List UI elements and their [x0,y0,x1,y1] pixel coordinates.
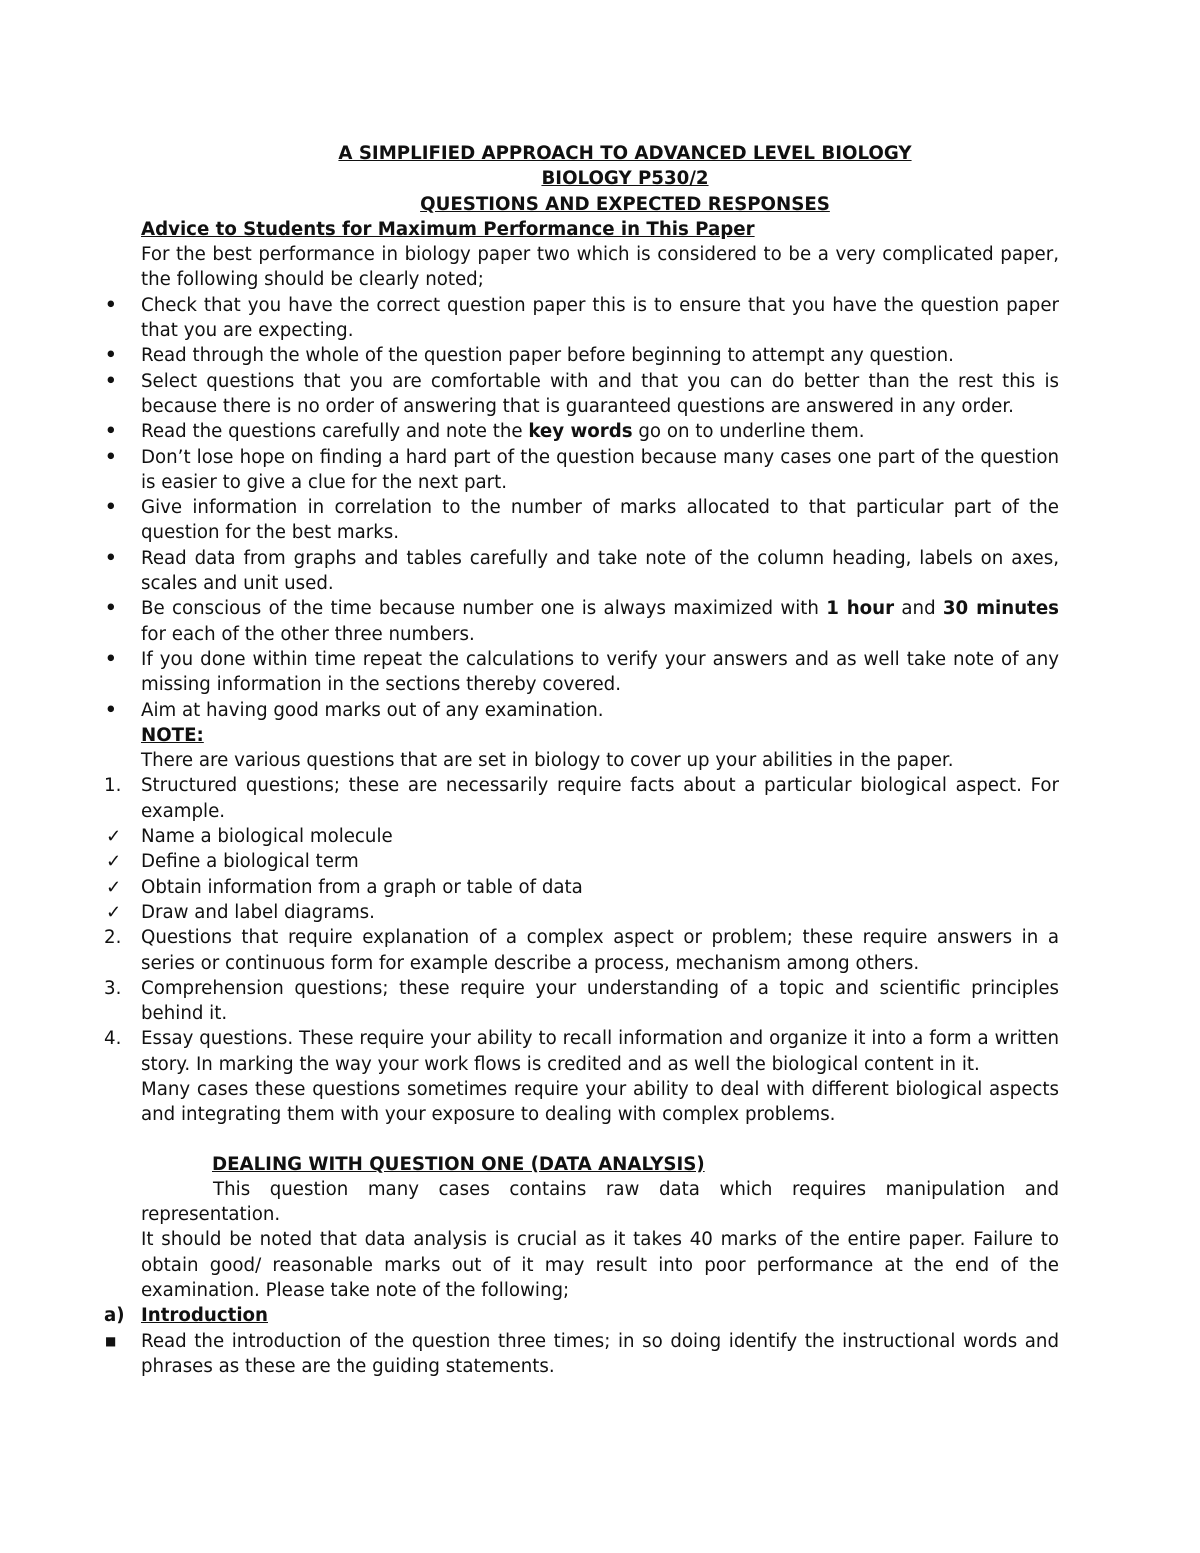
key-words-emphasis: key words [528,421,633,443]
bullet-icon: • [105,497,117,519]
advice-bullet-item [105,293,1059,344]
document-title: A SIMPLIFIED APPROACH TO ADVANCED LEVEL BIOLOGY [338,143,912,164]
numbered-text: Structured questions; these are necessarily require facts about a particular biological aspect. For example. [141,775,1059,822]
bullet-text: If you done within time repeat the calculations to verify your answers and as well take note of any missing information in the sections thereby covered. [141,648,1059,696]
check-text: Name a biological molecule [141,826,393,848]
bullet-text: Read the introduction of the question three times; in so doing identify the instructional words and phrases as these are the guiding statements. [141,1330,1059,1377]
check-text: Obtain information from a graph or table of data [141,876,583,898]
check-item [106,824,1059,849]
numbered-text: Essay questions. These require your ability to recall information and organize it into a form a written story. In marking the way your work flows is credited and as well the biological content in it. [141,1028,1059,1075]
subsection-title: Introduction [141,1305,268,1327]
document-body [104,141,1059,1379]
advice-bullet-item [105,445,1059,496]
item-number: 2. [104,927,122,949]
bullet-text: Give information in correlation to the number of marks allocated to that particular part of the question for the best marks. [141,497,1059,544]
advice-bullet-item [105,698,1059,723]
item-number: 1. [104,775,122,797]
square-bullet-icon: ■ [105,1333,117,1348]
section-paragraph: This question many cases contains raw data which requires manipulation and representation. [141,1178,1059,1226]
advice-bullet-item [105,343,1059,368]
intro-bullet-item [105,1329,1059,1380]
section-paragraph: It should be noted that data analysis is crucial as it takes 40 marks of the entire paper. Failure to obtain good/ reasonable marks out of it may result into poor performance at the end of the examination. Please take note of the following; [141,1229,1059,1302]
section-spacer [141,1128,1059,1152]
numbered-text: Questions that require explanation of a complex aspect or problem; these require answers in a series or continuous form for example describe a process, mechanism among others. [141,927,1059,974]
bullet-icon: • [105,421,117,443]
advice-bullet-item [105,647,1059,698]
essay-followup: Many cases these questions sometimes require your ability to deal with different biological aspects and integrating them with your exposure to dealing with complex problems. [141,1078,1059,1126]
bullet-text: and [894,598,943,620]
bullet-text: Aim at having good marks out of any examination. [141,699,604,721]
time-emphasis: 30 minutes [942,598,1059,620]
advice-intro: For the best performance in biology paper two which is considered to be a very complicated paper, the following should be clearly noted; [141,244,1059,291]
checkmark-icon: ✓ [106,826,122,848]
bullet-text: Check that you have the correct question paper this is to ensure that you have the question paper that you are expecting. [141,294,1059,342]
time-emphasis: 1 hour [826,598,895,620]
item-number: 3. [104,977,122,999]
advice-bullet-item [105,369,1059,420]
note-heading: NOTE: [141,724,204,746]
checkmark-icon: ✓ [106,901,122,923]
bullet-icon: • [105,294,117,316]
bullet-icon: • [105,598,117,620]
bullet-icon: • [105,446,117,468]
paper-code-title: BIOLOGY P530/2 [541,168,709,190]
advice-bullet-item [105,596,1059,647]
subsection-marker: a) [104,1305,125,1327]
subsection-heading [104,1303,1059,1328]
bullet-text: Read data from graphs and tables carefully and take note of the column heading, labels on axes, scales and unit used. [141,547,1059,595]
document-subtitle: QUESTIONS AND EXPECTED RESPONSES [420,193,830,215]
section-heading [141,1152,1059,1177]
advice-bullet-item [105,546,1059,597]
note-intro: There are various questions that are set in biology to cover up your abilities in the paper. [141,750,954,772]
bullet-text: Don’t lose hope on finding a hard part of the question because many cases one part of the question is easier to give a clue for the next part. [141,446,1059,493]
item-number: 4. [104,1028,122,1050]
bullet-icon: • [105,648,117,670]
bullet-text: Select questions that you are comfortable with and that you can do better than the rest this is because there is no order of answering that is guaranteed questions are answered in any order. [141,370,1059,417]
check-item [106,875,1059,900]
check-item [106,900,1059,925]
bullet-text: Read through the whole of the question paper before beginning to attempt any question. [141,345,954,367]
bullet-icon: • [105,370,117,392]
numbered-item [104,925,1059,976]
checkmark-icon: ✓ [106,851,122,873]
numbered-text: Comprehension questions; these require your understanding of a topic and scientific principles behind it. [141,977,1059,1025]
bullet-text: Be conscious of the time because number one is always maximized with [141,598,827,620]
check-text: Define a biological term [141,851,359,873]
advice-heading: Advice to Students for Maximum Performance in This Paper [141,218,755,240]
bullet-icon: • [105,547,117,569]
checkmark-icon: ✓ [106,876,122,898]
bullet-text: go on to underline them. [632,421,865,443]
bullet-text: for each of the other three numbers. [141,623,475,645]
check-item [106,849,1059,874]
advice-bullet-item [105,419,1059,444]
numbered-item [104,1026,1059,1077]
bullet-text: Read the questions carefully and note the [141,421,529,443]
numbered-item [104,773,1059,824]
bullet-icon: • [105,345,117,367]
check-text: Draw and label diagrams. [141,901,375,923]
numbered-item [104,976,1059,1027]
bullet-icon: • [105,699,117,721]
section-heading-text: DEALING WITH QUESTION ONE (DATA ANALYSIS) [212,1153,705,1175]
advice-bullet-item [105,495,1059,546]
